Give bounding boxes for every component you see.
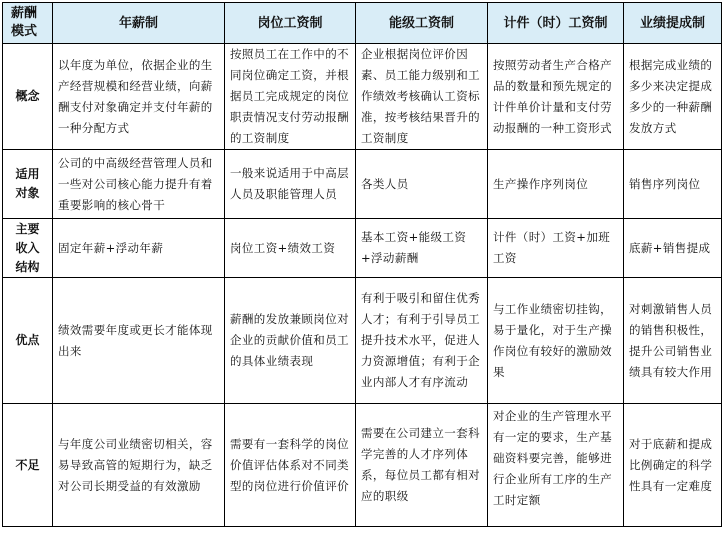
table-cell: 需要有一套科学的岗位价值评估体系对不同类型的岗位进行价值评价 [225,404,356,527]
row-header-applicable: 适用 对象 [3,150,53,219]
table-cell: 企业根据岗位评价因素、员工能力级别和工作绩效考核确认工资标准，按考核结果晋升的工资制度 [356,44,488,150]
salary-comparison-table [2,2,722,527]
table-row-concept [3,44,722,150]
col-header-annual-salary: 年薪制 [53,3,225,44]
table-cell: 与工作业绩密切挂钩，易于量化，对于生产操作岗位有较好的激励效果 [488,278,624,404]
table-cell: 一般来说适用于中高层人员及职能管理人员 [225,150,356,219]
table-cell: 薪酬的发放兼顾岗位对企业的贡献价值和员工的具体业绩表现 [225,278,356,404]
table-cell: 对企业的生产管理水平有一定的要求，生产基础资料要完善，能够进行企业所有工序的生产工时定额 [488,404,624,527]
table-cell: 对于底薪和提成比例确定的科学性具有一定难度 [624,404,722,527]
table-cell: 按照劳动者生产合格产品的数量和预先规定的计件单价计量和支付劳动报酬的一种工资形式 [488,44,624,150]
table-row-advantages [3,278,722,404]
table-cell: 计件（时）工资+加班工资 [488,219,624,278]
table-cell: 需要在公司建立一套科学完善的人才序列体系，每位员工都有相对应的职级 [356,404,488,527]
col-header-piece-rate-wage: 计件（时）工资制 [488,3,624,44]
table-cell: 对刺激销售人员的销售积极性，提升公司销售业绩具有较大作用 [624,278,722,404]
table-cell: 有利于吸引和留住优秀人才；有利于引导员工提升技术水平，促进人力资源增值；有利于企业内部人才有序流动 [356,278,488,404]
col-header-commission: 业绩提成制 [624,3,722,44]
corner-header: 薪酬 模式 [3,3,53,44]
row-header-advantages: 优点 [3,278,53,404]
table-cell: 各类人员 [356,150,488,219]
col-header-position-wage: 岗位工资制 [225,3,356,44]
table-row-income-structure [3,219,722,278]
row-header-income-structure: 主要 收入 结构 [3,219,53,278]
table-cell: 生产操作序列岗位 [488,150,624,219]
table-cell: 销售序列岗位 [624,150,722,219]
table-row-applicable [3,150,722,219]
table-cell: 按照员工在工作中的不同岗位确定工资，并根据员工完成规定的岗位职责情况支付劳动报酬的工资制度 [225,44,356,150]
table-cell: 与年度公司业绩密切相关，容易导致高管的短期行为，缺乏对公司长期受益的有效激励 [53,404,225,527]
table-cell: 公司的中高级经营管理人员和一些对公司核心能力提升有着重要影响的核心骨干 [53,150,225,219]
table-cell: 固定年薪+浮动年薪 [53,219,225,278]
header-row [3,3,722,44]
table-row-disadvantages [3,404,722,527]
col-header-skill-level-wage: 能级工资制 [356,3,488,44]
table-cell: 底薪+销售提成 [624,219,722,278]
row-header-disadvantages: 不足 [3,404,53,527]
table-cell: 绩效需要年度或更长才能体现出来 [53,278,225,404]
salary-comparison-table-wrapper [2,2,722,527]
table-cell: 基本工资+能级工资+浮动薪酬 [356,219,488,278]
table-cell: 根据完成业绩的多少来决定提成多少的一种薪酬发放方式 [624,44,722,150]
table-cell: 岗位工资+绩效工资 [225,219,356,278]
row-header-concept: 概念 [3,44,53,150]
table-cell: 以年度为单位，依据企业的生产经营规模和经营业绩，向薪酬支付对象确定并支付年薪的一种分配方式 [53,44,225,150]
